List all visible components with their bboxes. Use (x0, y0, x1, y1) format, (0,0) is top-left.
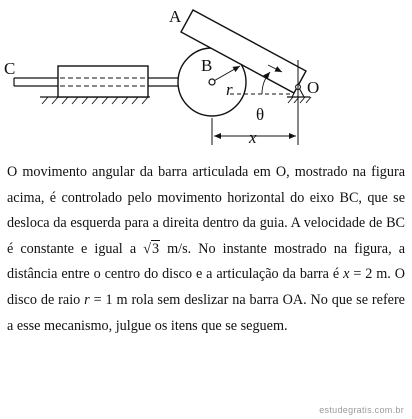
disk-center (209, 79, 215, 85)
problem-part-2: m/s. No instante mostrado na figura, a distância entre o centro do disco e a articulação da barra é (7, 240, 405, 283)
label-c: C (4, 59, 16, 78)
problem-part-3: = 2 m. O disco de raio (7, 266, 405, 308)
sqrt-expression: √3 (143, 240, 160, 257)
guide-ground (40, 97, 150, 104)
label-x: x (249, 128, 257, 147)
problem-part-1: O movimento angular da barra articulada em O, mostrado na figura acima, é controlado pelo movimento horizontal do eixo BC, que se desloca da esquerda para a direita dentro da guia. A velocidade de BC é constante e igual a (7, 164, 405, 257)
sqrt-radicand: 3 (151, 240, 160, 257)
guide-block (58, 66, 148, 97)
variable-r: r (84, 291, 90, 308)
problem-text (7, 160, 405, 339)
label-o: O (307, 78, 320, 97)
label-a: A (169, 7, 182, 26)
label-b: B (201, 56, 213, 75)
variable-x: x (343, 266, 350, 283)
label-theta: θ (256, 105, 265, 124)
problem-part-4: = 1 m rola sem deslizar na barra OA. No que se refere a esse mecanismo, julgue os itens que se seguem. (7, 291, 405, 334)
mechanism-figure (0, 0, 412, 150)
watermark: estudegratis.com.br (319, 405, 404, 415)
label-r: r (226, 80, 233, 99)
